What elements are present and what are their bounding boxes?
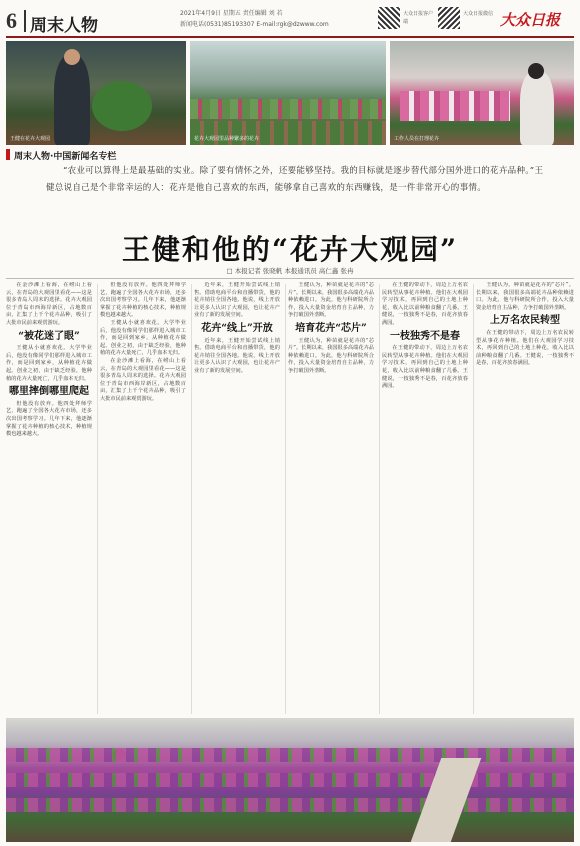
body-paragraph: 但他没有放弃。他四处拜师学艺，跑遍了全国各大花卉市场，还多次出国考察学习。几年下来，他逐渐掌握了花卉种植的核心技术，种植规模也越来越大。 xyxy=(6,400,92,438)
lead-quote: “农业可以算得上是最基础的实业。除了要有情怀之外，还要能够坚持。我的目标就是逐步替代部分国外进口的花卉品种。”王健总说自己是个非常幸运的人：花卉是他自己喜欢的东西，能够拿自己喜欢的东西赚钱，是一件非常开心的事情。 xyxy=(46,166,544,193)
qr-code-icon xyxy=(378,7,400,29)
photo-orchids xyxy=(390,41,574,145)
article-column xyxy=(476,282,574,715)
flower-row xyxy=(6,798,574,812)
headline: 王健和他的“花卉大观园” xyxy=(121,233,459,266)
body-paragraph: 王健从小就喜欢花。大学毕业后，他没有像同学们那样进入城市工作，而是回到家乡，从种植花卉做起。创业之初，由于缺乏经验，他种植的花卉大量死亡，几乎血本无归。 xyxy=(6,345,92,382)
photo-caption: 工作人员在打理花卉 xyxy=(394,136,440,142)
body-paragraph: 王健认为，种苗就是花卉的“芯片”。长期以来，我国很多高端花卉品种依赖进口。为此，他与科研院所合作，投入大量资金培育自主品种，力争打破国外垄断。 xyxy=(288,337,374,374)
body-paragraph: 在金沙滩上看海，在崂山上看云，在青岛的大观园里看花——这是很多青岛人周末的选择。花卉大观园位于青岛市西海岸新区，占地数百亩，汇集了上千个花卉品种，吸引了大批市民前来观赏游玩。 xyxy=(6,282,92,326)
contact-info: 新闻电话(0531)85193307 E-mail:rgk@dzwww.com xyxy=(180,21,329,28)
body-paragraph: 在王健的带动下，周边上万名农民转型从事花卉种植。他们在大观园学习技术，再回到自己的土地上种花，收入比以前种粮食翻了几番。王健说，一枝独秀不是春，百花齐放春满园。 xyxy=(476,329,574,367)
photo-flower-field xyxy=(6,718,574,842)
flower-row xyxy=(6,748,574,762)
body-paragraph: 在王健的带动下，周边上万名农民转型从事花卉种植。他们在大观园学习技术，再回到自己的土地上种花，收入比以前种粮食翻了几番。王健说，一枝独秀不是春，百花齐放春满园。 xyxy=(382,282,468,326)
article-column xyxy=(288,282,374,715)
article-column xyxy=(382,282,468,715)
person-figure xyxy=(520,71,554,145)
column-rule xyxy=(379,284,380,714)
header-divider xyxy=(24,10,26,32)
byline: □ 本报记者 张晓帆 本报通讯员 高仁鑫 张冉 xyxy=(226,267,354,275)
article-column xyxy=(194,282,280,715)
subheading: 花卉“线上”开放 xyxy=(201,322,273,334)
body-paragraph: 在金沙滩上看海，在崂山上看云，在青岛的大观园里看花——这是很多青岛人周末的选择。花卉大观园位于青岛市西海岸新区，占地数百亩，汇集了上千个花卉品种，吸引了大批市民前来观赏游玩。 xyxy=(100,357,186,402)
photo-caption: 花卉大观园里品种繁多的花卉 xyxy=(194,136,260,142)
issue-date-editor: 2021年4月9日 星期五 责任编辑 刘 若 xyxy=(180,10,283,17)
body-paragraph: 近年来，王健开始尝试线上销售。借助电商平台和直播带货，他的花卉销往全国各地。他说，线上开放让更多人认识了大观园，也让花卉产业有了新的发展空间。 xyxy=(194,337,280,374)
tag-marker xyxy=(6,149,10,160)
photo-portrait xyxy=(6,41,186,145)
subheading: 哪里摔倒哪里爬起 xyxy=(9,386,89,398)
header-rule xyxy=(6,36,574,38)
plant-row xyxy=(190,99,386,119)
subheading: 上万名农民转型 xyxy=(490,315,560,327)
article-column xyxy=(6,282,92,715)
column-rule xyxy=(97,284,98,714)
section-title: 周末人物 xyxy=(30,16,98,36)
column-rule xyxy=(473,284,474,714)
qr-code-icon xyxy=(438,7,460,29)
person-head xyxy=(528,63,544,79)
subheading: 一枝独秀不是春 xyxy=(390,330,460,342)
subheading: “被花迷了眼” xyxy=(18,330,80,342)
column-rule xyxy=(191,284,192,714)
photo-greenhouse xyxy=(190,41,386,145)
body-paragraph: 王健认为，种苗就是花卉的“芯片”。长期以来，我国很多高端花卉品种依赖进口。为此，他与科研院所合作，投入大量资金培育自主品种，力争打破国外垄断。 xyxy=(476,282,574,311)
qr-code-label: 大众日报微信 xyxy=(463,11,494,17)
body-paragraph: 王健从小就喜欢花。大学毕业后，他没有像同学们那样进入城市工作，而是回到家乡，从种植花卉做起。创业之初，由于缺乏经验，他种植的花卉大量死亡，几乎血本无归。 xyxy=(100,319,186,357)
page-number: 6 xyxy=(6,8,17,33)
divider xyxy=(6,278,574,279)
subheading: 培育花卉“芯片” xyxy=(295,322,367,334)
photo-caption: 王健在花卉大观园 xyxy=(10,136,51,142)
page-header xyxy=(0,0,580,38)
person-head xyxy=(64,49,80,65)
newspaper-logo: 大众日报 xyxy=(500,11,561,29)
body-paragraph: 王健认为，种苗就是花卉的“芯片”。长期以来，我国很多高端花卉品种依赖进口。为此，他与科研院所合作，投入大量资金培育自主品种，力争打破国外垄断。 xyxy=(288,282,374,319)
plant-shape xyxy=(92,81,152,131)
flower-row xyxy=(400,91,510,121)
body-paragraph: 但他没有放弃。他四处拜师学艺，跑遍了全国各大花卉市场，还多次出国考察学习。几年下来，他逐渐掌握了花卉种植的核心技术，种植规模也越来越大。 xyxy=(100,282,186,319)
flower-row xyxy=(6,773,574,787)
article-column xyxy=(100,282,186,715)
person-figure xyxy=(54,55,90,145)
body-paragraph: 在王健的带动下，周边上万名农民转型从事花卉种植。他们在大观园学习技术，再回到自己的土地上种花，收入比以前种粮食翻了几番。王健说，一枝独秀不是春，百花齐放春满园。 xyxy=(382,345,468,390)
body-paragraph: 近年来，王健开始尝试线上销售。借助电商平台和直播带货，他的花卉销往全国各地。他说，线上开放让更多人认识了大观园，也让花卉产业有了新的发展空间。 xyxy=(194,282,280,319)
qr-code-label: 大众日报客户端 xyxy=(403,11,434,25)
column-rule xyxy=(285,284,286,714)
column-tag: 周末人物·中国新闻名专栏 xyxy=(14,152,117,162)
